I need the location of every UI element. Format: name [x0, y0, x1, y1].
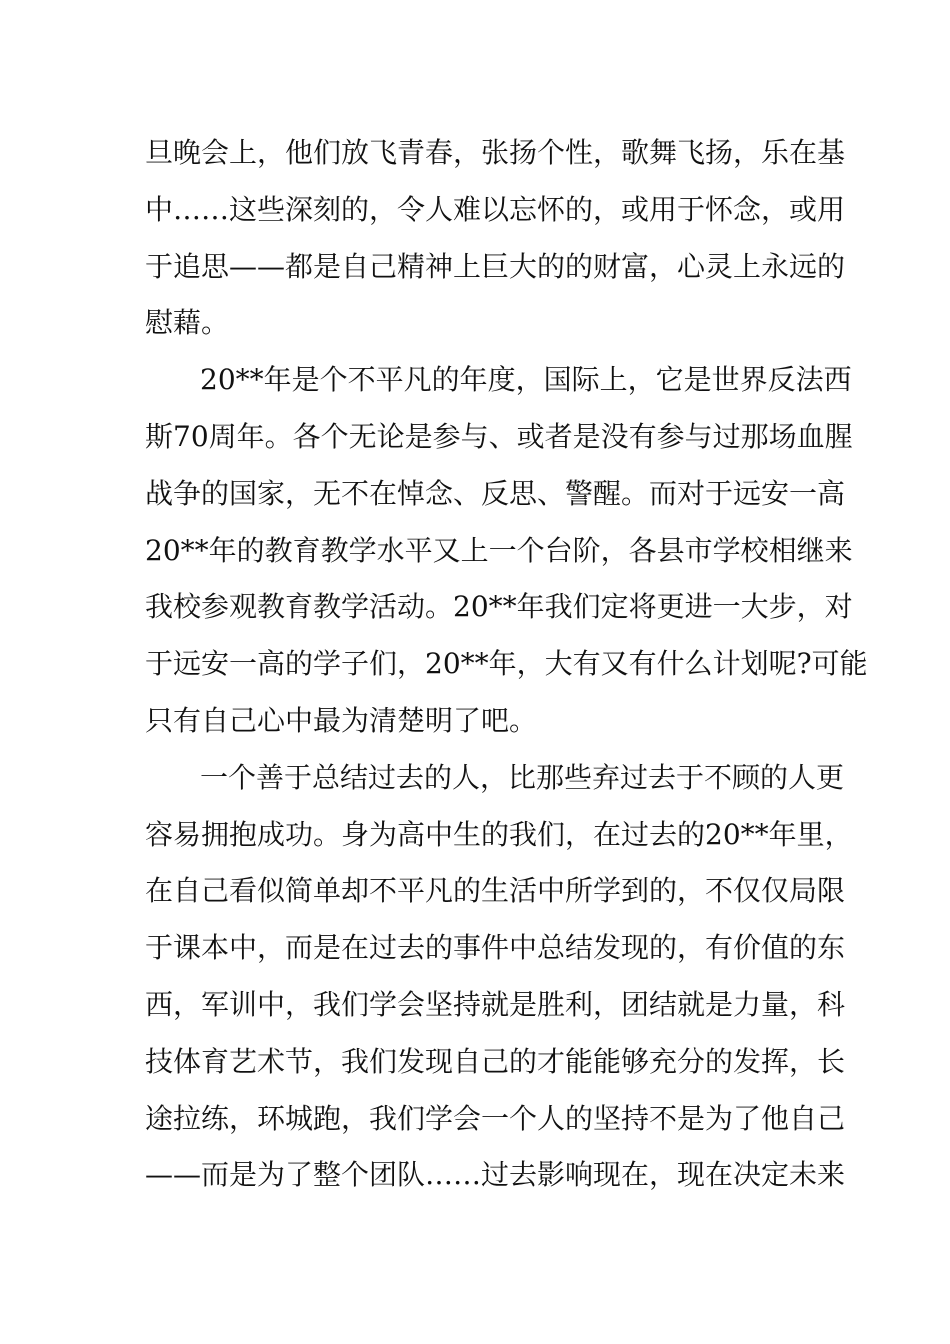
- document-body: [145, 125, 868, 1204]
- text-line: 旦晚会上，他们放飞青春，张扬个性，歌舞飞扬，乐在基: [145, 136, 846, 169]
- paragraph-2: [145, 352, 868, 750]
- text-line: 战争的国家，无不在悼念、反思、警醒。而对于远安一高: [145, 476, 846, 510]
- text-line: 我校参观教育教学活动。20**年我们定将更进一大步，对: [145, 590, 853, 624]
- text-line: 技体育艺术节，我们发现自己的才能能够充分的发挥，长: [145, 1044, 846, 1078]
- text-line: 于追思——都是自己精神上巨大的的财富，心灵上永远的: [145, 249, 846, 283]
- text-line: 在自己看似简单却不平凡的生活中所学到的，不仅仅局限: [145, 874, 846, 908]
- text-line: 只有自己心中最为清楚明了吧。: [145, 703, 538, 737]
- text-line: 一个善于总结过去的人，比那些弃过去于不顾的人更: [200, 760, 845, 794]
- text-line: 慰藉。: [145, 306, 230, 340]
- text-line: 斯70周年。各个无论是参与、或者是没有参与过那场血腥: [145, 419, 853, 453]
- text-line: 西，军训中，我们学会坚持就是胜利，团结就是力量，科: [145, 987, 846, 1021]
- text-line: 于远安一高的学子们，20**年，大有又有什么计划呢?可能: [145, 647, 868, 681]
- text-line: 于课本中，而是在过去的事件中总结发现的，有价值的东: [145, 931, 846, 965]
- paragraph-3: [145, 750, 853, 1204]
- text-line: 容易拥抱成功。身为高中生的我们，在过去的20**年里，: [145, 817, 853, 851]
- paragraph-1: [145, 125, 846, 352]
- text-line: 途拉练，环城跑，我们学会一个人的坚持不是为了他自己: [145, 1101, 846, 1135]
- text-line: 中……这些深刻的，令人难以忘怀的，或用于怀念，或用: [145, 192, 846, 226]
- text-line: 20**年是个不平凡的年度，国际上，它是世界反法西: [200, 363, 852, 397]
- text-line: 20**年的教育教学水平又上一个台阶，各县市学校相继来: [145, 533, 853, 567]
- text-line: ——而是为了整个团队……过去影响现在，现在决定未来: [145, 1158, 846, 1192]
